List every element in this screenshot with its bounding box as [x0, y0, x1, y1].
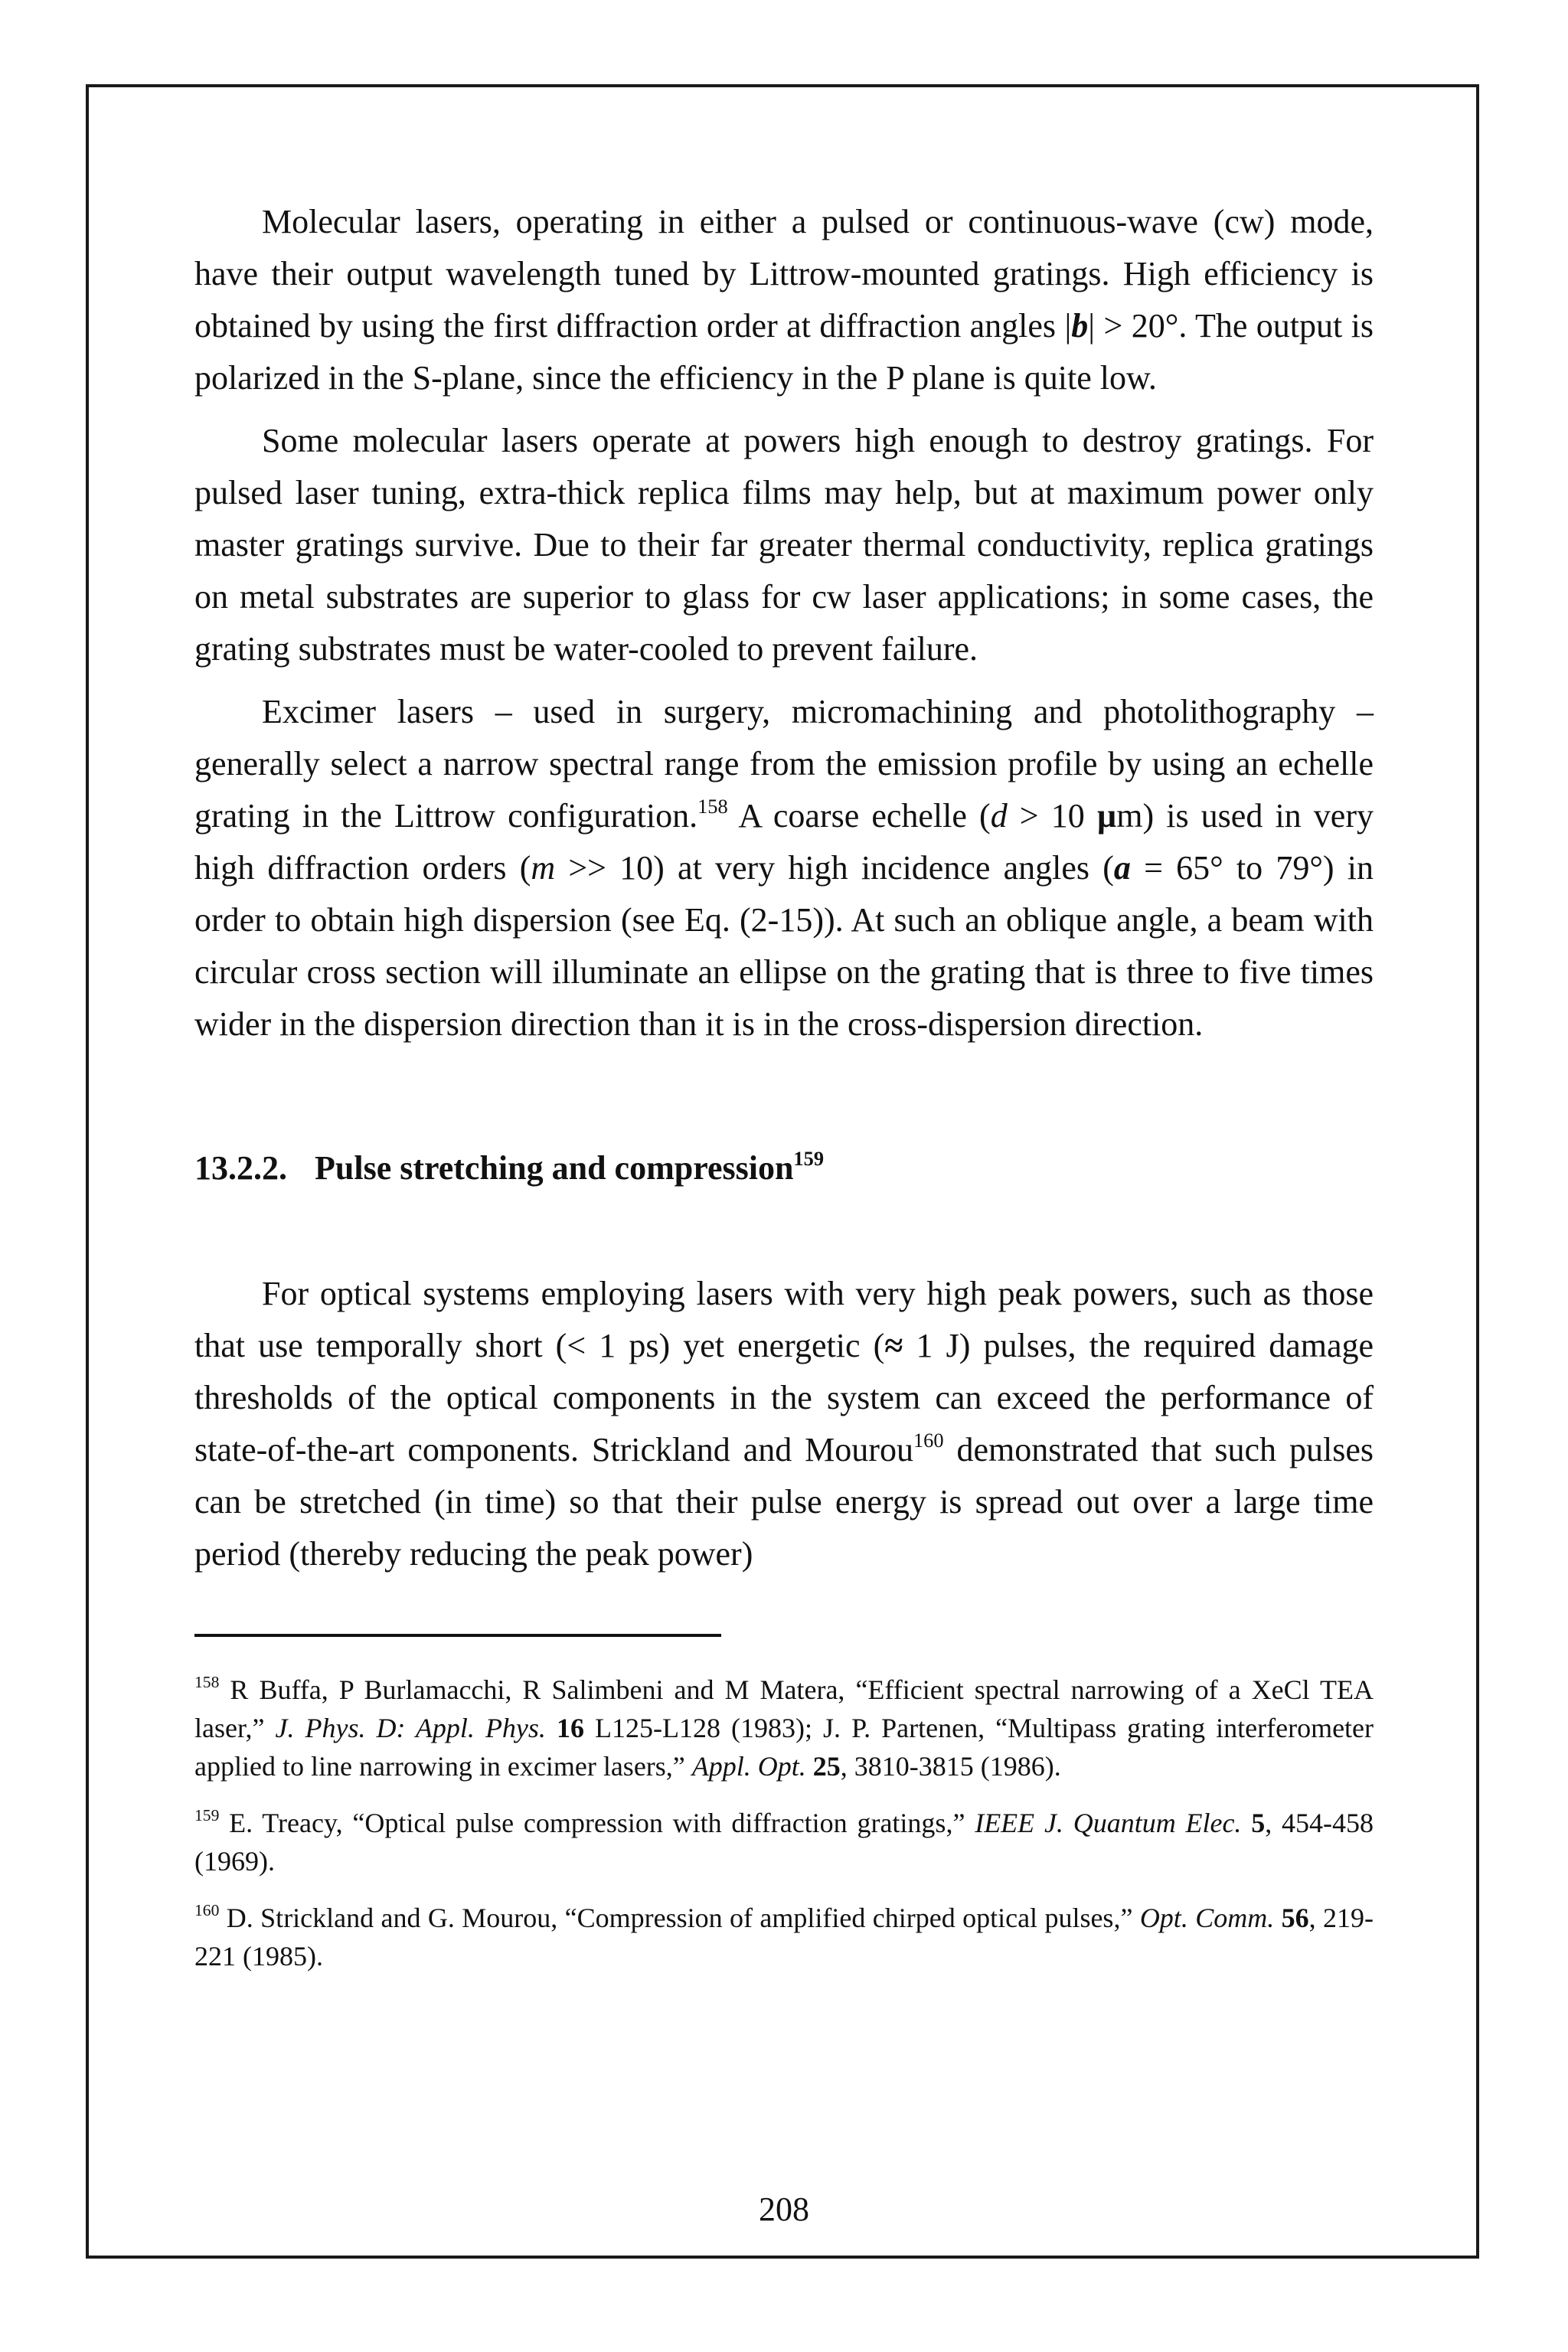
paragraph-molecular-lasers — [194, 196, 1374, 404]
paragraph-text: For optical systems employing lasers with very high peak powers, such as those that use temporally short (< 1 ps) yet energetic ( — [194, 1275, 1374, 1364]
volume-number: 5 — [1251, 1808, 1266, 1838]
paragraph-text: = 65° to 79°) in order to obtain high dispersion (see Eq. (2-15)). At such an oblique angle, a beam with circular cross section will illuminate an ellipse on the grating that is three to five times wider in the dispersion direction than it is in the cross-dispersion direction. — [194, 849, 1374, 1043]
footnote-ref-158: 158 — [697, 794, 728, 818]
paragraph-text: m) is used in very high diffraction orders ( — [194, 797, 1374, 887]
footnote-text: , 219-221 (1985). — [194, 1903, 1374, 1971]
footnote-divider — [194, 1634, 721, 1637]
volume-number: 16 — [556, 1713, 584, 1743]
footnote-number: 160 — [194, 1900, 220, 1919]
paragraph-text: >> 10) at very high incidence angles ( — [555, 849, 1114, 887]
section-heading — [194, 1142, 1374, 1194]
paragraph-excimer-lasers — [194, 686, 1374, 1050]
footnote-text: E. Treacy, “Optical pulse compression with diffraction gratings,” — [219, 1808, 975, 1838]
volume-number: 56 — [1281, 1903, 1309, 1933]
paragraph-text: | > 20°. The output is polarized in the S-plane, since the efficiency in the P plane is quite low. — [194, 307, 1374, 397]
footnote-160 — [194, 1899, 1374, 1975]
m-symbol: m — [531, 849, 556, 887]
footnote-text: , 454-458 (1969). — [194, 1808, 1374, 1877]
paragraph-text: demonstrated that such pulses can be stretched (in time) so that their pulse energy is spread out over a large time period (thereby reducing the peak power) — [194, 1431, 1374, 1573]
journal-name: Opt. Comm. — [1139, 1903, 1275, 1933]
paragraph-text: Excimer lasers – used in surgery, micromachining and photolithography – generally select a narrow spectral range from the emission profile by using an echelle grating in the Littrow configuration. — [194, 693, 1374, 835]
footnote-text: L125-L128 (1983); J. P. Partenen, “Multipass grating interferometer applied to line narrowing in excimer lasers,” — [194, 1713, 1374, 1782]
paragraph-text: 1 J) pulses, the required damage thresholds of the optical components in the system can exceed the performance of state-of-the-art components. Strickland and Mourou — [194, 1327, 1374, 1468]
page-content — [194, 196, 1374, 1994]
footnote-number: 159 — [194, 1805, 220, 1824]
footnote-text: , 3810-3815 (1986). — [840, 1751, 1061, 1782]
journal-name: J. Phys. D: Appl. Phys. — [275, 1713, 546, 1743]
paragraph-text: Molecular lasers, operating in either a pulsed or continuous-wave (cw) mode, have their output wavelength tuned by Littrow-mounted gratings. High efficiency is obtained by using the first diffraction order at diffraction angles | — [194, 203, 1374, 345]
section-title: Pulse stretching and compression — [315, 1149, 794, 1187]
journal-name: IEEE J. Quantum Elec. — [975, 1808, 1242, 1838]
alpha-symbol: a — [1113, 849, 1131, 887]
footnote-159 — [194, 1804, 1374, 1880]
approx-symbol: ≈ — [884, 1327, 903, 1364]
section-number: 13.2.2. — [194, 1149, 287, 1187]
footnote-ref-160: 160 — [913, 1428, 944, 1452]
paragraph-high-power: Some molecular lasers operate at powers high enough to destroy gratings. For pulsed laser tuning, extra-thick replica films may help, but at maximum power only master gratings survive. Due to their far greater thermal conductivity, replica gratings on metal substrates are superior to glass for cw laser applications; in some cases, the grating substrates must be water-cooled to prevent failure. — [194, 422, 1374, 668]
footnote-158 — [194, 1671, 1374, 1785]
footnote-text: R Buffa, P Burlamacchi, R Salimbeni and M Matera, “Efficient spectral narrowing of a XeCl TEA laser,” — [194, 1674, 1374, 1743]
volume-number: 25 — [812, 1751, 841, 1782]
footnote-text: D. Strickland and G. Mourou, “Compression of amplified chirped optical pulses,” — [219, 1903, 1140, 1933]
paragraph-text: A coarse echelle ( — [727, 797, 991, 835]
paragraph-pulse-stretching — [194, 1268, 1374, 1580]
d-symbol: d — [990, 797, 1008, 835]
footnote-ref-159: 159 — [793, 1146, 825, 1170]
beta-symbol: b — [1071, 307, 1089, 345]
mu-symbol: µ — [1096, 797, 1117, 835]
footnote-number: 158 — [194, 1672, 220, 1691]
paragraph-text: > 10 — [1007, 797, 1097, 835]
journal-name: Appl. Opt. — [691, 1751, 806, 1782]
page-number: 208 — [759, 2190, 809, 2228]
